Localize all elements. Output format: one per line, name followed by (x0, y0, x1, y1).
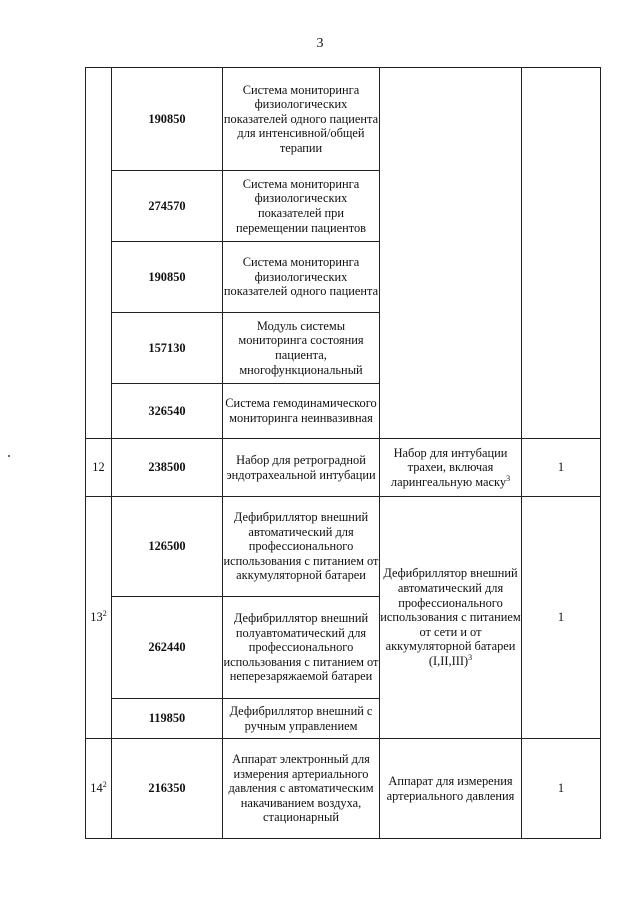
quantity-cell: 1 (522, 497, 601, 739)
table-row (86, 739, 601, 839)
item-number-cell (86, 68, 112, 439)
footnote-mark: 2 (102, 609, 107, 619)
name-cell: Модуль системы мониторинга состояния пациента, многофункциональный (223, 313, 380, 384)
quantity-cell (522, 68, 601, 439)
name-cell: Система мониторинга физиологических показателей при перемещении пациентов (223, 171, 380, 242)
footnote-mark: 3 (468, 652, 473, 662)
name-cell: Система гемодинамического мониторинга неинвазивная (223, 384, 380, 439)
scan-speck (8, 455, 10, 457)
code-cell: 190850 (112, 68, 223, 171)
code-cell: 126500 (112, 497, 223, 597)
group-name-cell: Аппарат для измерения артериального давления (380, 739, 522, 839)
name-cell: Дефибриллятор внешний с ручным управлением (223, 699, 380, 739)
equipment-table (85, 67, 601, 839)
code-cell: 326540 (112, 384, 223, 439)
name-cell: Аппарат электронный для измерения артериального давления с автоматическим накачиванием воздуха, стационарный (223, 739, 380, 839)
name-cell: Дефибриллятор внешний автоматический для профессионального использования с питанием от аккумуляторной батареи (223, 497, 380, 597)
name-cell: Система мониторинга физиологических показателей одного пациента для интенсивной/общей терапии (223, 68, 380, 171)
table-row (86, 497, 601, 597)
name-cell: Набор для ретроградной эндотрахеальной интубации (223, 439, 380, 497)
name-cell: Дефибриллятор внешний полуавтоматический для профессионального использования с питанием от неперезаряжаемой батареи (223, 597, 380, 699)
code-cell: 157130 (112, 313, 223, 384)
code-cell: 238500 (112, 439, 223, 497)
table-row (86, 439, 601, 497)
table-row (86, 68, 601, 171)
footnote-mark: 3 (506, 473, 511, 483)
code-cell: 119850 (112, 699, 223, 739)
name-cell: Система мониторинга физиологических показателей одного пациента (223, 242, 380, 313)
code-cell: 274570 (112, 171, 223, 242)
item-number-cell: $13^2$ (86, 497, 112, 739)
group-name-cell: Дефибриллятор внешний автоматический для профессионального использования с питанием от сети и от аккумуляторной батареи $(I,II,III)^3$ (380, 497, 522, 739)
code-cell: 190850 (112, 242, 223, 313)
group-name-cell: Набор для интубации трахеи, включая ларингеальную маску$^3$ (380, 439, 522, 497)
quantity-cell: 1 (522, 439, 601, 497)
quantity-cell: 1 (522, 739, 601, 839)
footnote-mark: 2 (102, 780, 107, 790)
code-cell: 216350 (112, 739, 223, 839)
item-number-cell: 12 (86, 439, 112, 497)
item-number-cell: $14^2$ (86, 739, 112, 839)
page-number: 3 (316, 36, 324, 51)
code-cell: 262440 (112, 597, 223, 699)
group-name-cell (380, 68, 522, 439)
